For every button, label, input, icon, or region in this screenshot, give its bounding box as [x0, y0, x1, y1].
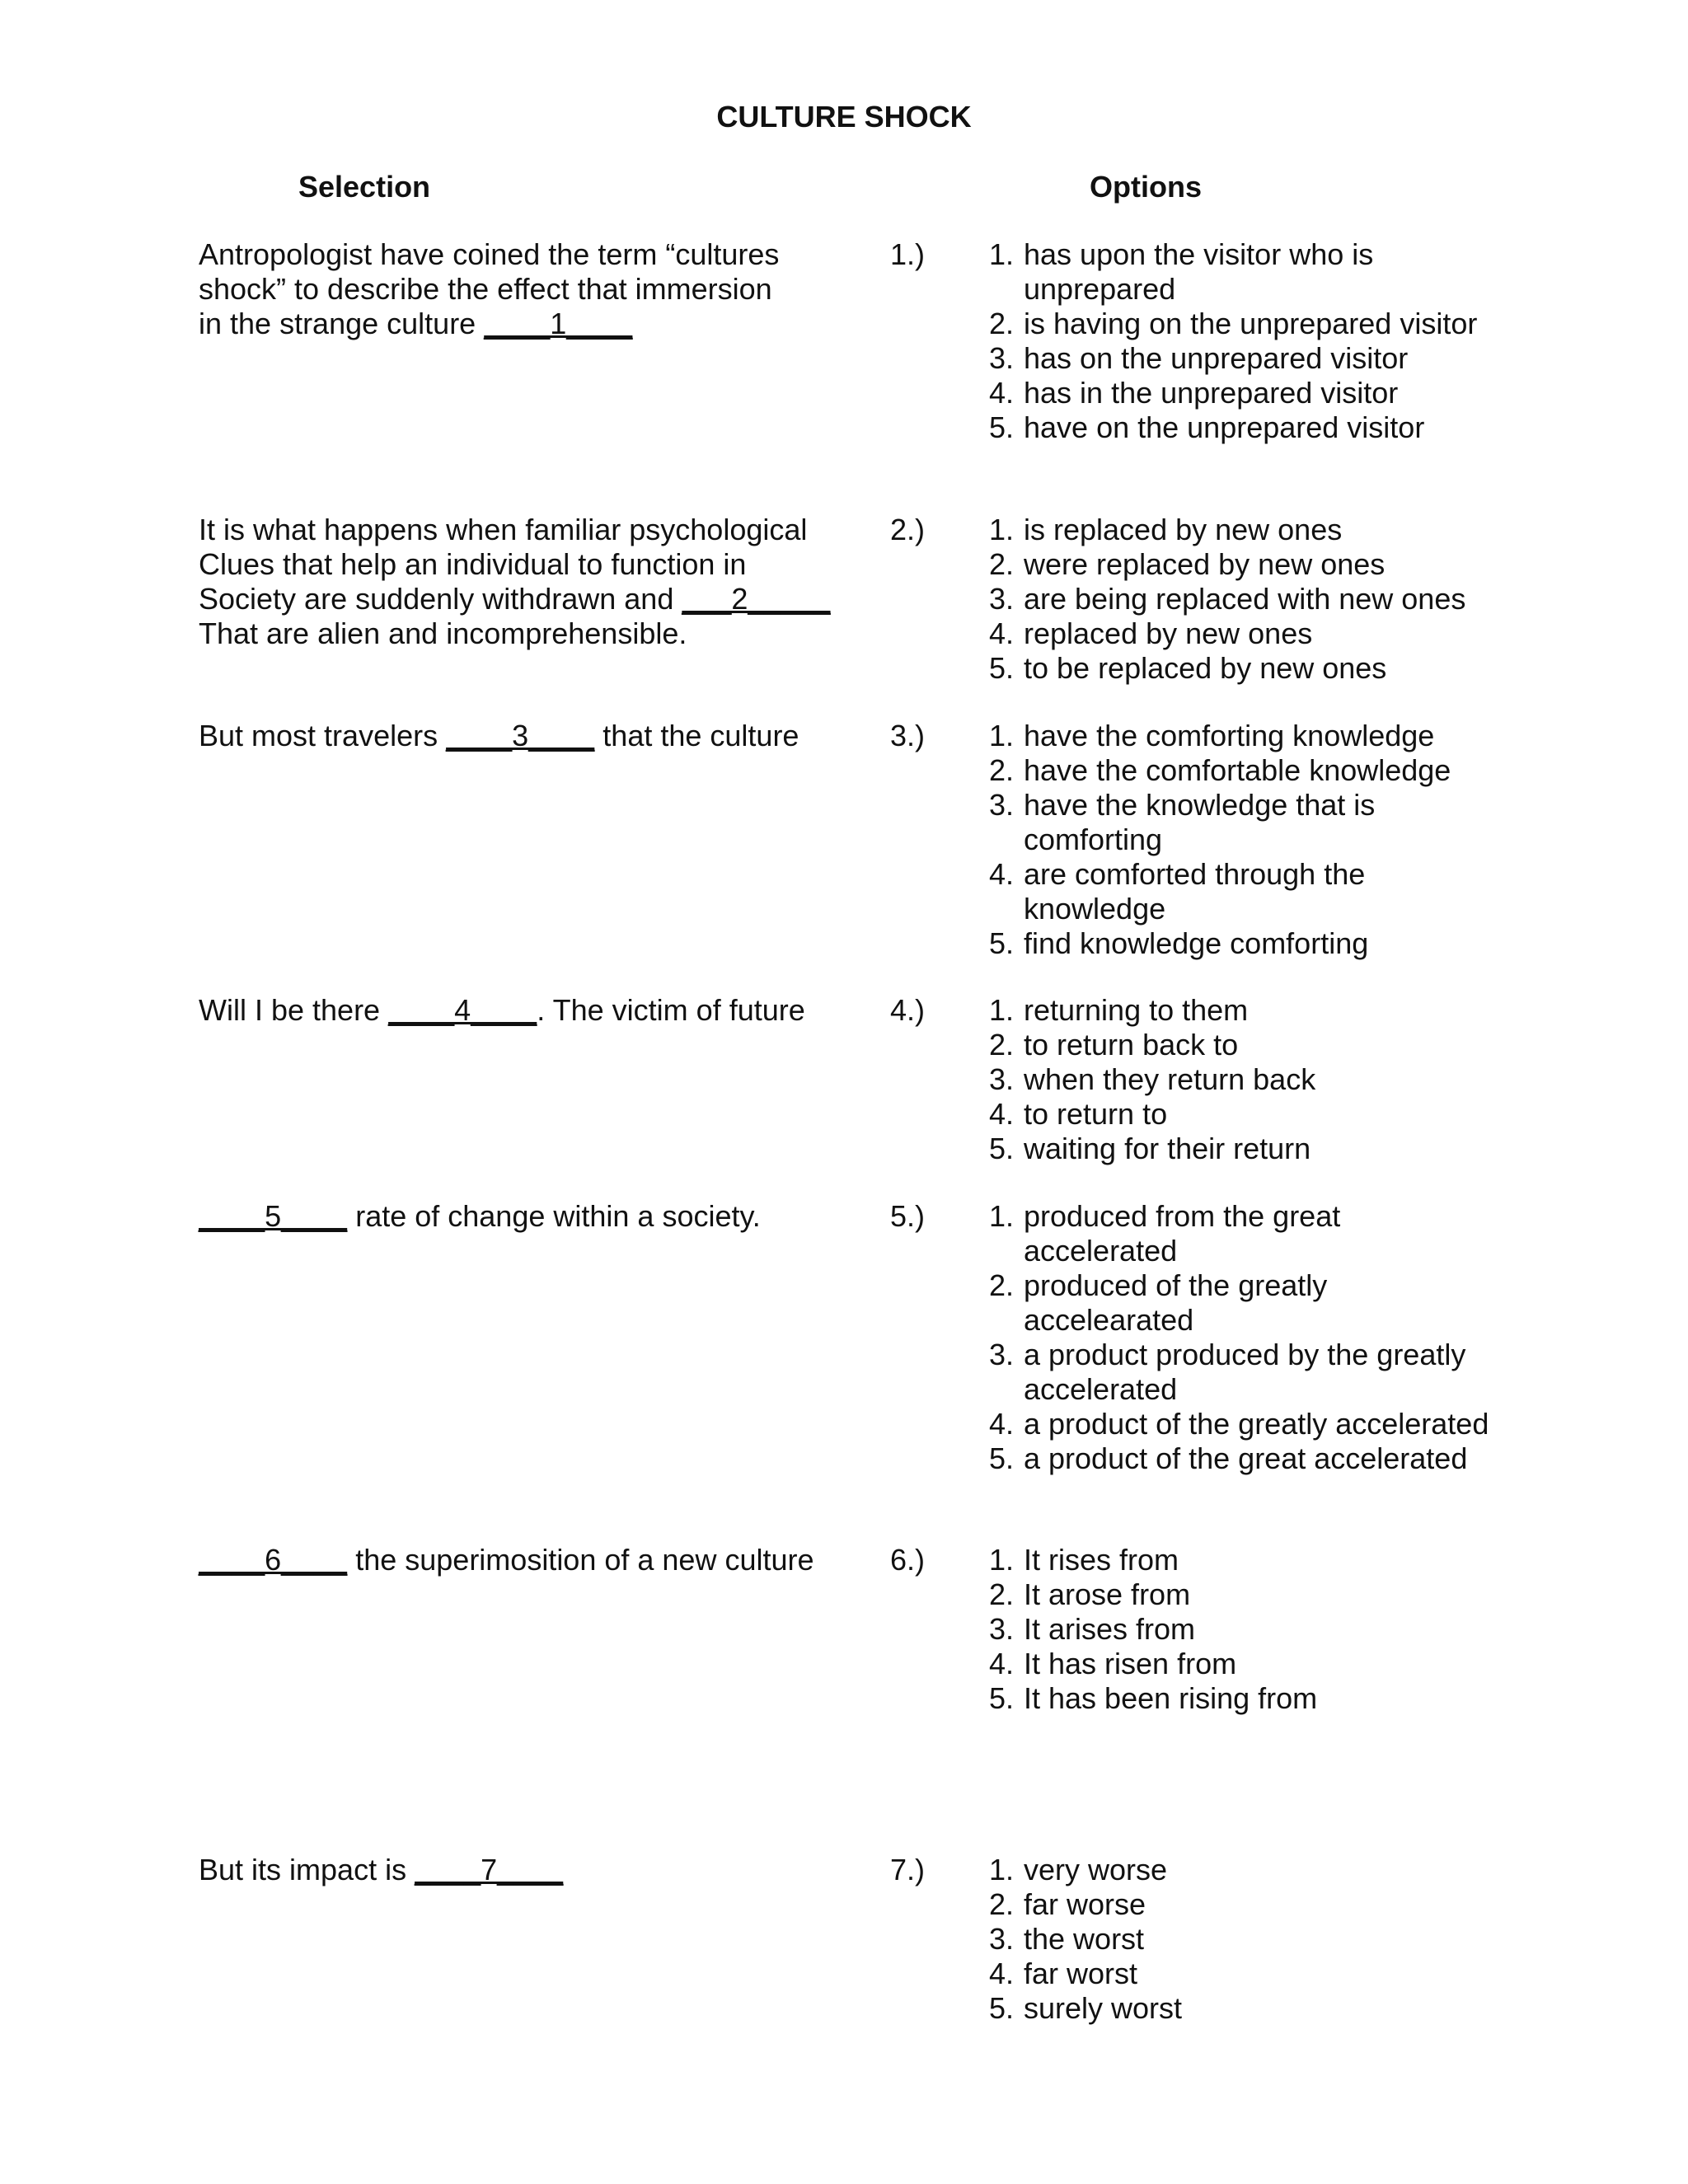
question-selection-text: [199, 993, 858, 1028]
option-number: 4.: [989, 1097, 1015, 1131]
answer-blank: ____7____: [415, 1853, 564, 1886]
question-selection-text: [199, 237, 858, 341]
option-text: It rises from: [1024, 1543, 1179, 1577]
selection-text: rate of change within a society.: [347, 1199, 761, 1233]
option-text: It has been rising from: [1024, 1681, 1318, 1715]
answer-blank: ____6____: [199, 1543, 348, 1577]
option-number: 1.: [989, 993, 1015, 1027]
selection-text: Antropologist have coined the term “cultures: [199, 237, 780, 271]
question-number: 2.): [890, 513, 926, 546]
option-item: [989, 993, 1500, 1028]
option-item: [989, 926, 1500, 961]
option-number: 2.: [989, 307, 1015, 340]
option-list: [989, 513, 1500, 686]
option-item: [989, 1681, 1500, 1716]
option-text: waiting for their return: [1024, 1132, 1311, 1165]
option-text: far worse: [1024, 1887, 1146, 1921]
selection-line: [199, 993, 858, 1028]
selection-text: That are alien and incomprehensible.: [199, 616, 687, 650]
selection-text: But most travelers: [199, 719, 447, 752]
document-title: CULTURE SHOCK: [716, 100, 972, 134]
option-number: 2.: [989, 753, 1015, 787]
option-number: 3.: [989, 788, 1015, 822]
selection-text: Will I be there: [199, 993, 389, 1027]
option-number: 5.: [989, 651, 1015, 685]
option-list: [989, 1543, 1500, 1716]
option-number: 4.: [989, 1407, 1015, 1441]
option-item: [989, 376, 1500, 410]
selection-line: [199, 513, 858, 547]
option-number: 2.: [989, 547, 1015, 581]
option-list: [989, 1853, 1500, 2026]
option-text: is replaced by new ones: [1024, 513, 1343, 546]
question-selection-text: [199, 719, 858, 753]
option-number: 2.: [989, 1028, 1015, 1062]
option-text: to return back to: [1024, 1028, 1239, 1062]
option-item: [989, 753, 1500, 788]
option-text: surely worst: [1024, 1991, 1183, 2025]
option-number: 5.: [989, 1132, 1015, 1165]
option-item: [989, 1097, 1500, 1132]
option-item: [989, 1577, 1500, 1612]
option-item: [989, 788, 1500, 857]
option-number: 1.: [989, 1853, 1015, 1886]
option-item: [989, 651, 1500, 686]
option-text: returning to them: [1024, 993, 1249, 1027]
selection-text: shock” to describe the effect that immersion: [199, 272, 772, 306]
option-text: have on the unprepared visitor: [1024, 410, 1425, 444]
option-text: has upon the visitor who is unprepared: [1024, 237, 1374, 306]
option-number: 5.: [989, 926, 1015, 960]
option-item: [989, 582, 1500, 616]
option-text: to be replaced by new ones: [1024, 651, 1387, 685]
option-text: a product of the great accelerated: [1024, 1441, 1468, 1475]
selection-column-header: Selection: [298, 170, 431, 204]
option-number: 3.: [989, 1612, 1015, 1646]
option-item: [989, 1132, 1500, 1166]
option-number: 5.: [989, 410, 1015, 444]
option-item: [989, 1957, 1500, 1991]
option-text: far worst: [1024, 1957, 1138, 1990]
selection-line: [199, 307, 858, 341]
option-text: have the comfortable knowledge: [1024, 753, 1451, 787]
option-text: produced from the great accelerated: [1024, 1199, 1341, 1268]
option-item: [989, 1612, 1500, 1647]
option-item: [989, 616, 1500, 651]
option-text: It arises from: [1024, 1612, 1196, 1646]
question-selection-text: [199, 1853, 858, 1887]
option-item: [989, 547, 1500, 582]
option-item: [989, 513, 1500, 547]
option-number: 1.: [989, 1199, 1015, 1233]
selection-text: Society are suddenly withdrawn and: [199, 582, 682, 616]
answer-blank: ___2_____: [682, 582, 831, 616]
option-text: has on the unprepared visitor: [1024, 341, 1409, 375]
option-item: [989, 1268, 1500, 1338]
selection-line: [199, 547, 858, 582]
option-number: 3.: [989, 341, 1015, 375]
option-number: 5.: [989, 1681, 1015, 1715]
option-text: replaced by new ones: [1024, 616, 1313, 650]
option-item: [989, 1441, 1500, 1476]
question-number: 5.): [890, 1199, 926, 1233]
option-text: when they return back: [1024, 1062, 1316, 1096]
option-number: 1.: [989, 237, 1015, 271]
option-number: 4.: [989, 857, 1015, 891]
option-item: [989, 857, 1500, 926]
option-item: [989, 1647, 1500, 1681]
option-item: [989, 1338, 1500, 1407]
option-item: [989, 1407, 1500, 1441]
option-text: has in the unprepared visitor: [1024, 376, 1399, 410]
option-item: [989, 307, 1500, 341]
selection-line: [199, 582, 858, 616]
answer-blank: ____1____: [484, 307, 633, 340]
option-item: [989, 410, 1500, 445]
selection-line: [199, 1199, 858, 1234]
question-number: 6.): [890, 1543, 926, 1577]
option-number: 1.: [989, 1543, 1015, 1577]
selection-line: [199, 1853, 858, 1887]
answer-blank: ____4____: [388, 993, 537, 1027]
option-text: very worse: [1024, 1853, 1168, 1886]
option-number: 5.: [989, 1441, 1015, 1475]
question-selection-text: [199, 1543, 858, 1577]
option-text: find knowledge comforting: [1024, 926, 1369, 960]
option-list: [989, 237, 1500, 445]
option-text: are comforted through the knowledge: [1024, 857, 1366, 926]
selection-line: [199, 272, 858, 307]
option-text: a product of the greatly accelerated: [1024, 1407, 1489, 1441]
option-text: a product produced by the greatly accelerated: [1024, 1338, 1466, 1406]
option-text: the worst: [1024, 1922, 1145, 1956]
option-text: It has risen from: [1024, 1647, 1237, 1680]
option-item: [989, 1543, 1500, 1577]
question-number: 4.): [890, 993, 926, 1027]
options-column-header: Options: [1090, 170, 1202, 204]
selection-text: that the culture: [594, 719, 799, 752]
option-item: [989, 1922, 1500, 1957]
option-item: [989, 341, 1500, 376]
option-list: [989, 993, 1500, 1166]
option-text: produced of the greatly accelearated: [1024, 1268, 1328, 1337]
option-text: were replaced by new ones: [1024, 547, 1386, 581]
option-text: It arose from: [1024, 1577, 1191, 1611]
option-number: 4.: [989, 1647, 1015, 1680]
option-number: 1.: [989, 513, 1015, 546]
selection-line: [199, 719, 858, 753]
option-number: 3.: [989, 1338, 1015, 1371]
selection-line: [199, 616, 858, 651]
selection-text: in the strange culture: [199, 307, 485, 340]
selection-text: But its impact is: [199, 1853, 415, 1886]
option-number: 3.: [989, 1062, 1015, 1096]
answer-blank: ____3____: [446, 719, 595, 752]
selection-line: [199, 237, 858, 272]
option-list: [989, 719, 1500, 961]
option-number: 3.: [989, 582, 1015, 616]
question-selection-text: [199, 513, 858, 651]
option-number: 2.: [989, 1887, 1015, 1921]
option-number: 4.: [989, 1957, 1015, 1990]
question-selection-text: [199, 1199, 858, 1234]
option-number: 1.: [989, 719, 1015, 752]
selection-line: [199, 1543, 858, 1577]
question-number: 3.): [890, 719, 926, 752]
option-item: [989, 1199, 1500, 1268]
option-item: [989, 1062, 1500, 1097]
option-number: 4.: [989, 376, 1015, 410]
option-number: 5.: [989, 1991, 1015, 2025]
option-number: 2.: [989, 1268, 1015, 1302]
option-text: to return to: [1024, 1097, 1168, 1131]
selection-text: Clues that help an individual to function in: [199, 547, 747, 581]
selection-text: It is what happens when familiar psychological: [199, 513, 808, 546]
option-list: [989, 1199, 1500, 1476]
answer-blank: ____5____: [199, 1199, 348, 1233]
option-item: [989, 1853, 1500, 1887]
question-number: 7.): [890, 1853, 926, 1886]
option-item: [989, 1887, 1500, 1922]
option-number: 4.: [989, 616, 1015, 650]
selection-text: . The victim of future: [537, 993, 805, 1027]
option-number: 2.: [989, 1577, 1015, 1611]
option-item: [989, 237, 1500, 307]
option-text: is having on the unprepared visitor: [1024, 307, 1478, 340]
option-text: have the knowledge that is comforting: [1024, 788, 1376, 856]
option-number: 3.: [989, 1922, 1015, 1956]
question-number: 1.): [890, 237, 926, 271]
selection-text: the superimosition of a new culture: [347, 1543, 814, 1577]
option-text: have the comforting knowledge: [1024, 719, 1435, 752]
option-text: are being replaced with new ones: [1024, 582, 1466, 616]
option-item: [989, 719, 1500, 753]
option-item: [989, 1028, 1500, 1062]
option-item: [989, 1991, 1500, 2026]
